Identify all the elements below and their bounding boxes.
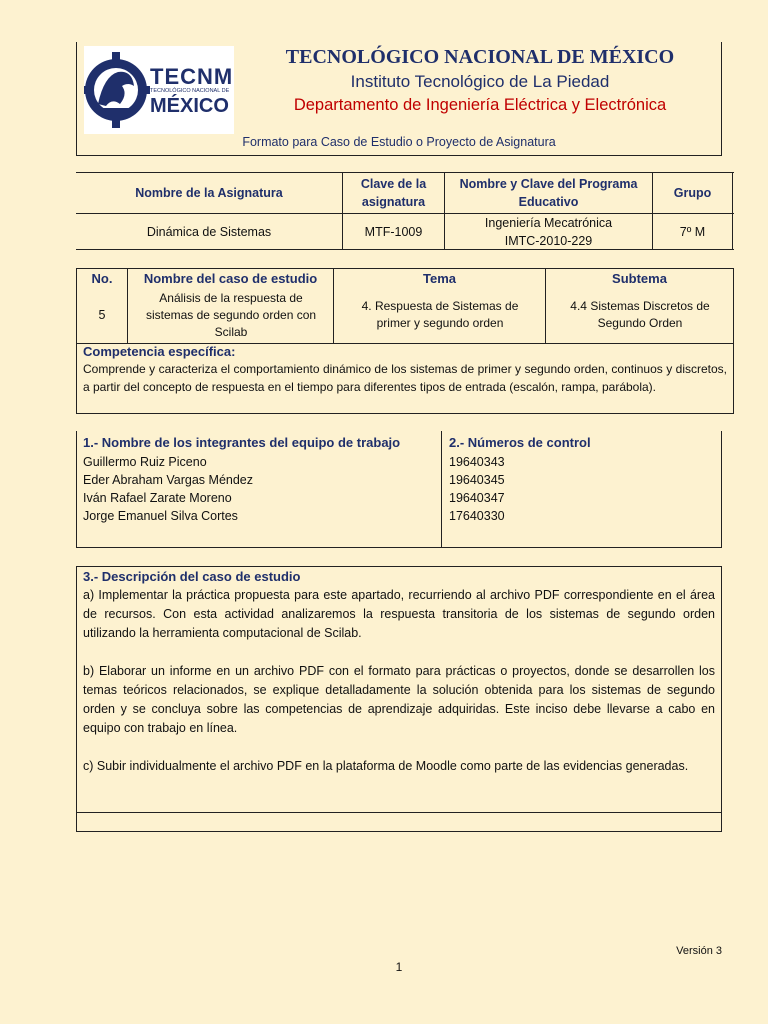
group-value: 7º M: [679, 224, 706, 239]
campus-title: Instituto Tecnológico de La Piedad: [350, 72, 610, 91]
program-name: Ingeniería Mecatrónica: [484, 215, 613, 230]
member-name: Guillermo Ruiz Piceno: [83, 455, 207, 469]
program-value: [445, 214, 652, 249]
subject-name-value: Dinámica de Sistemas: [146, 224, 272, 239]
case-name-value: Análisis de la respuesta de sistemas de segundo orden con Scilab: [145, 290, 317, 339]
subject-table: [76, 172, 734, 250]
members-list: [83, 453, 253, 525]
program-header: Nombre y Clave del Programa Educativo: [459, 177, 638, 209]
control-number: 17640330: [449, 509, 505, 523]
logo-country: MÉXICO: [150, 95, 229, 117]
competency-text: Comprende y caracteriza el comportamiento dinámico de los sistemas de primer y segundo orden, continuos y discretos, a partir del concepto de respuesta en el tiempo para diferentes tipos de entrada (escalón, rampa, parábola).: [83, 362, 727, 394]
subtopic-header: Subtema: [612, 271, 667, 286]
department-title: Departamento de Ingeniería Eléctrica y Electrónica: [293, 96, 667, 114]
control-number: 19640345: [449, 473, 505, 487]
logo-acronym: TECNM: [150, 64, 234, 89]
subject-code-value: MTF-1009: [364, 224, 423, 239]
version-label: Versión 3: [676, 945, 722, 957]
topic-header: Tema: [423, 271, 456, 286]
program-code: IMTC-2010-229: [504, 233, 593, 248]
control-number: 19640343: [449, 455, 505, 469]
members-header: 1.- Nombre de los integrantes del equipo de trabajo: [83, 435, 401, 450]
description-paragraph-b: b) Elaborar un informe en un archivo PDF con el formato para prácticas o proyectos, donde se desarrollen los temas teóricos relacionados, se explique detalladamente la solución obtenida para los sistemas de segundo orden y se concluya sobre las competencias de aprendizaje adquiridas. Este inciso debe llevarse a cabo en equipo con trabajo en línea.: [83, 664, 715, 735]
group-header: Grupo: [673, 186, 712, 200]
format-title: Formato para Caso de Estudio o Proyecto de Asignatura: [242, 135, 556, 149]
member-name: Iván Rafael Zarate Moreno: [83, 491, 232, 505]
tecnm-logo: [84, 46, 234, 134]
case-name-header: Nombre del caso de estudio: [143, 271, 318, 286]
description-paragraph-c: c) Subir individualmente el archivo PDF en la plataforma de Moodle como parte de las evidencias generadas.: [83, 759, 689, 773]
subject-code-header: Clave de la asignatura: [360, 177, 427, 209]
logo-subtitle: TECNOLÓGICO NACIONAL DE: [150, 88, 230, 94]
controls-header: 2.- Números de control: [449, 435, 591, 450]
member-name: Jorge Emanuel Silva Cortes: [83, 509, 238, 523]
description-box: [76, 566, 722, 832]
case-table: [76, 268, 734, 414]
competency-label: Competencia específica:: [83, 344, 236, 359]
description-header: 3.- Descripción del caso de estudio: [83, 569, 301, 584]
topic-value: 4. Respuesta de Sistemas de primer y segundo orden: [361, 299, 519, 330]
controls-list: [449, 453, 505, 525]
subtopic-value: 4.4 Sistemas Discretos de Segundo Orden: [570, 299, 710, 330]
case-no-value: 5: [98, 308, 106, 322]
subject-name-header: Nombre de la Asignatura: [135, 186, 283, 200]
team-table: [76, 431, 722, 548]
member-name: Eder Abraham Vargas Méndez: [83, 473, 254, 487]
case-no-header: No.: [91, 271, 113, 286]
institution-title: TECNOLÓGICO NACIONAL DE MÉXICO: [285, 46, 675, 68]
description-paragraph-a: a) Implementar la práctica propuesta para este apartado, recurriendo al archivo PDF correspondiente en el área de recursos. Con esta actividad analizaremos la respuesta transitoria de los sistemas de segundo orden utilizando la herramienta computacional de Scilab.: [83, 588, 715, 640]
page-number: 1: [395, 960, 403, 974]
control-number: 19640347: [449, 491, 505, 505]
